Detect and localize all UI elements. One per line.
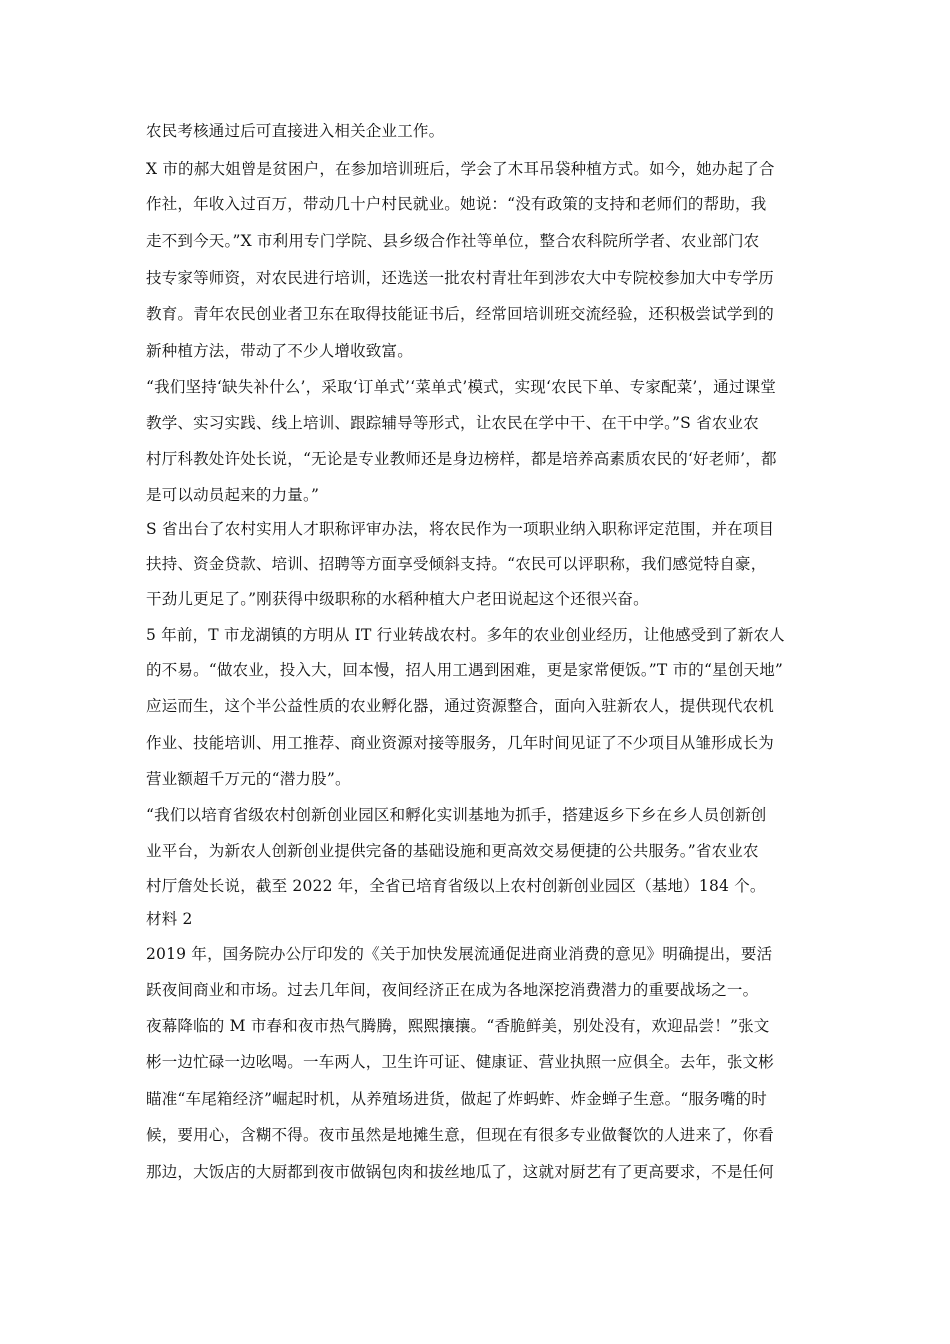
text-line: 村厅詹处长说，截至 2022 年，全省已培育省级以上农村创新创业园区（基地）184 个。 bbox=[146, 877, 766, 895]
text-line: 2019 年，国务院办公厅印发的《关于加快发展流通促进商业消费的意见》明确提出，要活 bbox=[146, 945, 773, 963]
section-heading: 材料 2 bbox=[146, 910, 193, 928]
text-line: 业平台，为新农人创新创业提供完备的基础设施和更高效交易便捷的公共服务。”省农业农 bbox=[146, 842, 759, 860]
text-line: “我们坚持‘缺失补什么’，采取‘订单式’‘菜单式’模式，实现‘农民下单、专家配菜’，通过课堂 bbox=[146, 378, 777, 396]
text-line: 是可以动员起来的力量。” bbox=[146, 486, 320, 504]
text-line: 干劲儿更足了。”刚获得中级职称的水稻种植大户老田说起这个还很兴奋。 bbox=[146, 590, 649, 608]
text-line: 走不到今天。”X 市利用专门学院、县乡级合作社等单位，整合农科院所学者、农业部门农 bbox=[146, 232, 760, 250]
text-line: 作业、技能培训、用工推荐、商业资源对接等服务，几年时间见证了不少项目从雏形成长为 bbox=[146, 734, 775, 752]
text-line: 夜幕降临的 M 市春和夜市热气腾腾，熙熙攘攘。“香脆鲜美，别处没有，欢迎品尝！”张文 bbox=[146, 1017, 770, 1035]
text-line: 技专家等师资，对农民进行培训，还选送一批农村青壮年到涉农大中专院校参加大中专学历 bbox=[146, 269, 775, 287]
text-line: 营业额超千万元的“潜力股”。 bbox=[146, 770, 351, 788]
text-line: “我们以培育省级农村创新创业园区和孵化实训基地为抓手，搭建返乡下乡在乡人员创新创 bbox=[146, 806, 767, 824]
text-line: 的不易。“做农业，投入大，回本慢，招人用工遇到困难，更是家常便饭。”T 市的“星创天地” bbox=[146, 661, 784, 679]
text-line: 村厅科教处许处长说，“无论是专业教师还是身边榜样，都是培养高素质农民的‘好老师’，都 bbox=[146, 450, 777, 468]
text-line: 应运而生，这个半公益性质的农业孵化器，通过资源整合，面向入驻新农人，提供现代农机 bbox=[146, 697, 775, 715]
text-line: 新种植方法，带动了不少人增收致富。 bbox=[146, 342, 413, 360]
text-line: 作社，年收入过百万，带动几十户村民就业。她说：“没有政策的支持和老师们的帮助，我 bbox=[146, 195, 767, 213]
text-line: 扶持、资金贷款、培训、招聘等方面享受倾斜支持。“农民可以评职称，我们感觉特自豪， bbox=[146, 555, 767, 573]
text-line: 跃夜间商业和市场。过去几年间，夜间经济正在成为各地深挖消费潜力的重要战场之一。 bbox=[146, 981, 759, 999]
text-line: X 市的郝大姐曾是贫困户，在参加培训班后，学会了木耳吊袋种植方式。如今，她办起了合 bbox=[146, 160, 775, 178]
text-line: 瞄准“车尾箱经济”崛起时机，从养殖场进货，做起了炸蚂蚱、炸金蝉子生意。“服务嘴的时 bbox=[146, 1090, 767, 1108]
text-line: S 省出台了农村实用人才职称评审办法，将农民作为一项职业纳入职称评定范围，并在项目 bbox=[146, 520, 775, 538]
text-line: 那边，大饭店的大厨都到夜市做锅包肉和拔丝地瓜了，这就对厨艺有了更高要求，不是任何 bbox=[146, 1163, 775, 1181]
text-line: 教学、实习实践、线上培训、跟踪辅导等形式，让农民在学中干、在干中学。”S 省农业农 bbox=[146, 414, 759, 432]
text-line: 彬一边忙碌一边吆喝。一车两人，卫生许可证、健康证、营业执照一应俱全。去年，张文彬 bbox=[146, 1053, 775, 1071]
text-line: 候，要用心，含糊不得。夜市虽然是地摊生意，但现在有很多专业做餐饮的人进来了，你看 bbox=[146, 1126, 775, 1144]
text-line: 农民考核通过后可直接进入相关企业工作。 bbox=[146, 122, 445, 140]
text-line: 教育。青年农民创业者卫东在取得技能证书后，经常回培训班交流经验，还积极尝试学到的 bbox=[146, 305, 775, 323]
text-line: 5 年前，T 市龙湖镇的方明从 IT 行业转战农村。多年的农业创业经历，让他感受到了新农人 bbox=[146, 626, 785, 644]
